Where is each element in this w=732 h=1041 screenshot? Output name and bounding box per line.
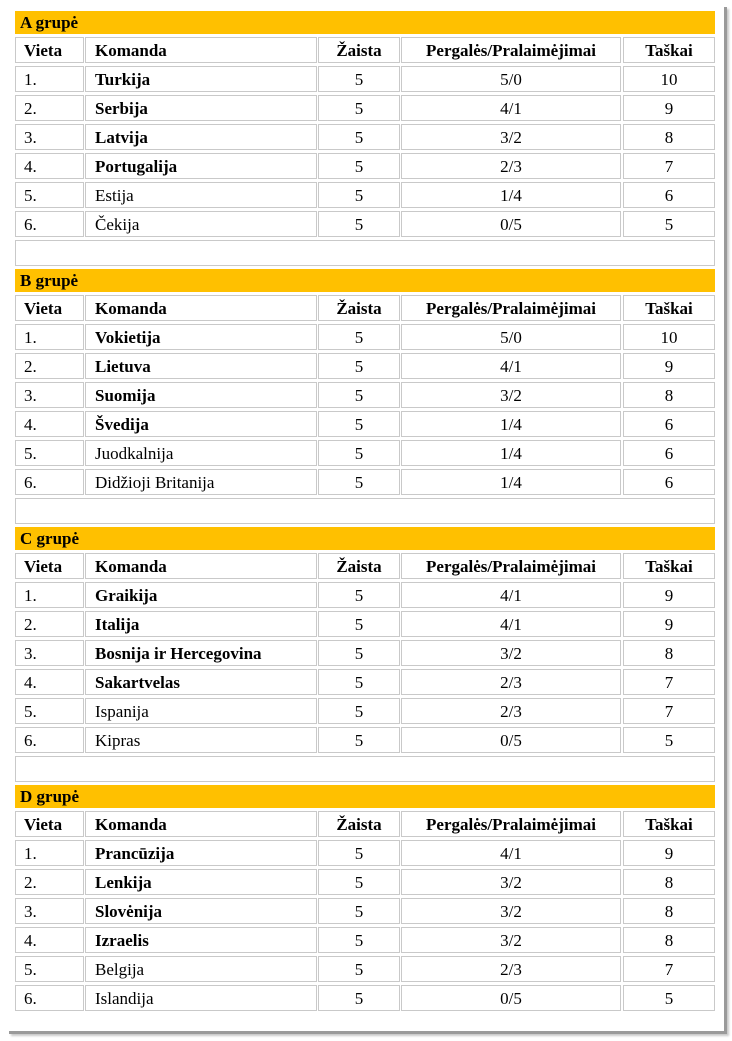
wins-losses-cell: 3/2 [401, 640, 621, 666]
table-row [15, 124, 715, 150]
played-cell: 5 [318, 66, 400, 92]
group-table [15, 11, 715, 266]
header-pergales-pralaimejimai: Pergalės/Pralaimėjimai [401, 811, 621, 837]
team-cell: Didžioji Britanija [85, 469, 317, 495]
place-cell: 6. [15, 727, 84, 753]
team-cell: Islandija [85, 985, 317, 1011]
table-row [15, 956, 715, 982]
points-cell: 9 [623, 95, 715, 121]
place-cell: 2. [15, 95, 84, 121]
played-cell: 5 [318, 869, 400, 895]
header-komanda: Komanda [85, 811, 317, 837]
header-komanda: Komanda [85, 553, 317, 579]
table-row [15, 698, 715, 724]
table-row [15, 153, 715, 179]
table-row [15, 353, 715, 379]
wins-losses-cell: 3/2 [401, 927, 621, 953]
played-cell: 5 [318, 353, 400, 379]
wins-losses-cell: 2/3 [401, 698, 621, 724]
wins-losses-cell: 5/0 [401, 66, 621, 92]
table-row [15, 66, 715, 92]
played-cell: 5 [318, 95, 400, 121]
wins-losses-cell: 4/1 [401, 582, 621, 608]
header-taskai: Taškai [623, 37, 715, 63]
points-cell: 9 [623, 582, 715, 608]
points-cell: 5 [623, 211, 715, 237]
team-cell: Belgija [85, 956, 317, 982]
played-cell: 5 [318, 124, 400, 150]
table-row [15, 211, 715, 237]
table-header-row [15, 295, 715, 321]
points-cell: 5 [623, 985, 715, 1011]
place-cell: 2. [15, 611, 84, 637]
empty-separator-row [15, 498, 715, 524]
wins-losses-cell: 2/3 [401, 956, 621, 982]
place-cell: 1. [15, 66, 84, 92]
team-cell: Vokietija [85, 324, 317, 350]
table-row [15, 840, 715, 866]
points-cell: 8 [623, 927, 715, 953]
wins-losses-cell: 0/5 [401, 727, 621, 753]
table-row [15, 469, 715, 495]
played-cell: 5 [318, 411, 400, 437]
table-row [15, 440, 715, 466]
team-cell: Ispanija [85, 698, 317, 724]
table-row [15, 985, 715, 1011]
table-row [15, 727, 715, 753]
wins-losses-cell: 5/0 [401, 324, 621, 350]
played-cell: 5 [318, 840, 400, 866]
wins-losses-cell: 1/4 [401, 182, 621, 208]
place-cell: 3. [15, 382, 84, 408]
points-cell: 10 [623, 66, 715, 92]
place-cell: 5. [15, 182, 84, 208]
table-row [15, 611, 715, 637]
place-cell: 4. [15, 669, 84, 695]
played-cell: 5 [318, 898, 400, 924]
place-cell: 6. [15, 469, 84, 495]
group-title: C grupė [15, 527, 715, 550]
place-cell: 1. [15, 582, 84, 608]
played-cell: 5 [318, 956, 400, 982]
table-header-row [15, 553, 715, 579]
played-cell: 5 [318, 611, 400, 637]
played-cell: 5 [318, 927, 400, 953]
played-cell: 5 [318, 469, 400, 495]
place-cell: 5. [15, 440, 84, 466]
team-cell: Lenkija [85, 869, 317, 895]
points-cell: 6 [623, 440, 715, 466]
place-cell: 3. [15, 898, 84, 924]
table-row [15, 411, 715, 437]
header-taskai: Taškai [623, 295, 715, 321]
place-cell: 4. [15, 411, 84, 437]
group-table [15, 527, 715, 782]
header-pergales-pralaimejimai: Pergalės/Pralaimėjimai [401, 295, 621, 321]
team-cell: Graikija [85, 582, 317, 608]
header-vieta: Vieta [15, 295, 84, 321]
points-cell: 6 [623, 469, 715, 495]
standings-page [6, 4, 724, 1031]
table-header-row [15, 811, 715, 837]
team-cell: Latvija [85, 124, 317, 150]
wins-losses-cell: 4/1 [401, 611, 621, 637]
place-cell: 3. [15, 124, 84, 150]
place-cell: 5. [15, 956, 84, 982]
table-row [15, 324, 715, 350]
place-cell: 4. [15, 153, 84, 179]
played-cell: 5 [318, 440, 400, 466]
points-cell: 8 [623, 382, 715, 408]
wins-losses-cell: 4/1 [401, 95, 621, 121]
table-row [15, 898, 715, 924]
table-row [15, 640, 715, 666]
table-row [15, 182, 715, 208]
wins-losses-cell: 0/5 [401, 211, 621, 237]
team-cell: Serbija [85, 95, 317, 121]
points-cell: 5 [623, 727, 715, 753]
header-zaista: Žaista [318, 811, 400, 837]
played-cell: 5 [318, 153, 400, 179]
team-cell: Sakartvelas [85, 669, 317, 695]
header-vieta: Vieta [15, 811, 84, 837]
table-row [15, 582, 715, 608]
table-header-row [15, 37, 715, 63]
header-zaista: Žaista [318, 37, 400, 63]
wins-losses-cell: 3/2 [401, 124, 621, 150]
wins-losses-cell: 3/2 [401, 382, 621, 408]
points-cell: 7 [623, 698, 715, 724]
header-komanda: Komanda [85, 37, 317, 63]
team-cell: Prancūzija [85, 840, 317, 866]
group-title: D grupė [15, 785, 715, 808]
team-cell: Turkija [85, 66, 317, 92]
header-vieta: Vieta [15, 553, 84, 579]
wins-losses-cell: 3/2 [401, 898, 621, 924]
team-cell: Portugalija [85, 153, 317, 179]
empty-separator-row [15, 756, 715, 782]
played-cell: 5 [318, 211, 400, 237]
team-cell: Italija [85, 611, 317, 637]
team-cell: Čekija [85, 211, 317, 237]
header-zaista: Žaista [318, 553, 400, 579]
place-cell: 4. [15, 927, 84, 953]
place-cell: 1. [15, 324, 84, 350]
wins-losses-cell: 2/3 [401, 153, 621, 179]
header-pergales-pralaimejimai: Pergalės/Pralaimėjimai [401, 37, 621, 63]
points-cell: 10 [623, 324, 715, 350]
wins-losses-cell: 1/4 [401, 440, 621, 466]
table-row [15, 869, 715, 895]
header-zaista: Žaista [318, 295, 400, 321]
team-cell: Slovėnija [85, 898, 317, 924]
group-standings-tables [15, 11, 715, 1014]
table-row [15, 927, 715, 953]
place-cell: 5. [15, 698, 84, 724]
team-cell: Bosnija ir Hercegovina [85, 640, 317, 666]
group-table [15, 785, 715, 1011]
header-pergales-pralaimejimai: Pergalės/Pralaimėjimai [401, 553, 621, 579]
points-cell: 7 [623, 956, 715, 982]
points-cell: 8 [623, 640, 715, 666]
place-cell: 1. [15, 840, 84, 866]
header-taskai: Taškai [623, 553, 715, 579]
wins-losses-cell: 4/1 [401, 840, 621, 866]
wins-losses-cell: 0/5 [401, 985, 621, 1011]
table-row [15, 382, 715, 408]
wins-losses-cell: 2/3 [401, 669, 621, 695]
empty-separator-row [15, 240, 715, 266]
team-cell: Suomija [85, 382, 317, 408]
played-cell: 5 [318, 640, 400, 666]
header-komanda: Komanda [85, 295, 317, 321]
played-cell: 5 [318, 382, 400, 408]
wins-losses-cell: 3/2 [401, 869, 621, 895]
points-cell: 9 [623, 840, 715, 866]
points-cell: 7 [623, 669, 715, 695]
team-cell: Kipras [85, 727, 317, 753]
header-taskai: Taškai [623, 811, 715, 837]
place-cell: 6. [15, 985, 84, 1011]
header-vieta: Vieta [15, 37, 84, 63]
points-cell: 9 [623, 611, 715, 637]
team-cell: Izraelis [85, 927, 317, 953]
points-cell: 8 [623, 898, 715, 924]
played-cell: 5 [318, 182, 400, 208]
wins-losses-cell: 1/4 [401, 469, 621, 495]
group-title: B grupė [15, 269, 715, 292]
place-cell: 3. [15, 640, 84, 666]
played-cell: 5 [318, 698, 400, 724]
group-table [15, 269, 715, 524]
team-cell: Švedija [85, 411, 317, 437]
points-cell: 8 [623, 869, 715, 895]
place-cell: 2. [15, 353, 84, 379]
table-row [15, 669, 715, 695]
place-cell: 6. [15, 211, 84, 237]
points-cell: 6 [623, 182, 715, 208]
team-cell: Lietuva [85, 353, 317, 379]
points-cell: 7 [623, 153, 715, 179]
points-cell: 6 [623, 411, 715, 437]
place-cell: 2. [15, 869, 84, 895]
wins-losses-cell: 4/1 [401, 353, 621, 379]
played-cell: 5 [318, 669, 400, 695]
team-cell: Juodkalnija [85, 440, 317, 466]
table-row [15, 95, 715, 121]
points-cell: 8 [623, 124, 715, 150]
played-cell: 5 [318, 985, 400, 1011]
played-cell: 5 [318, 727, 400, 753]
team-cell: Estija [85, 182, 317, 208]
played-cell: 5 [318, 324, 400, 350]
played-cell: 5 [318, 582, 400, 608]
points-cell: 9 [623, 353, 715, 379]
group-title: A grupė [15, 11, 715, 34]
wins-losses-cell: 1/4 [401, 411, 621, 437]
